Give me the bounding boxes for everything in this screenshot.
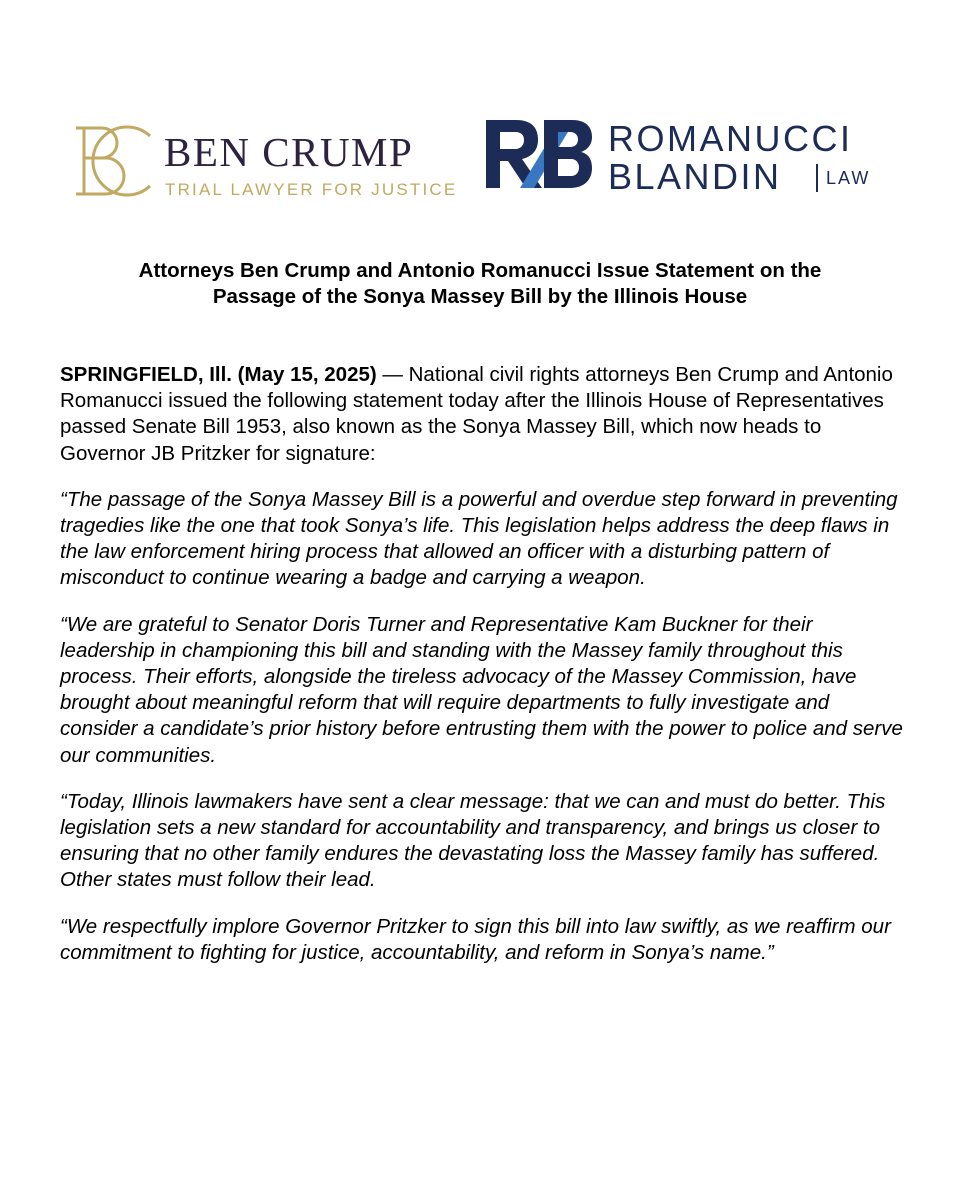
ben-crump-name: BEN CRUMP bbox=[164, 129, 414, 175]
headline-line-2: Passage of the Sonya Massey Bill by the Illinois House bbox=[212, 285, 748, 308]
quote-paragraph-2: “We are grateful to Senator Doris Turner and Representative Kam Buckner for their leadership in championing this bill and standing with the Massey family throughout this process. Their efforts, alongside the tireless advocacy of the Massey Commission, have brought about meaningful reform that will require departments to fully investigate and consider a candidate’s prior history before entrusting them with the power to police and serve our communities. bbox=[60, 612, 903, 767]
ben-crump-tagline: TRIAL LAWYER FOR JUSTICE bbox=[165, 180, 458, 199]
press-release-body bbox=[60, 362, 905, 986]
romanucci-blandin-logo bbox=[486, 112, 890, 202]
ben-crump-logo bbox=[70, 122, 470, 202]
blandin-text: BLANDIN bbox=[608, 156, 782, 197]
logo-divider bbox=[816, 164, 818, 192]
law-text: LAW bbox=[826, 168, 871, 188]
quote-paragraph-3: “Today, Illinois lawmakers have sent a clear message: that we can and must do better. This legislation sets a new standard for accountability and transparency, and brings us closer to ensuring that no other family endures the devastating loss the Massey family has suffered. Other states must follow their lead. bbox=[60, 789, 886, 892]
dateline: SPRINGFIELD, Ill. (May 15, 2025) bbox=[60, 363, 377, 386]
bc-monogram-icon bbox=[70, 122, 154, 200]
logo-bar bbox=[70, 112, 890, 202]
rb-monogram-icon bbox=[486, 120, 592, 188]
quote-paragraph-4: “We respectfully implore Governor Pritzker to sign this bill into law swiftly, as we reaffirm our commitment to fighting for justice, accountability, and reform in Sonya’s name.” bbox=[60, 914, 891, 964]
press-release-headline bbox=[60, 258, 900, 310]
intro-paragraph bbox=[60, 362, 905, 467]
intro-text: — National civil rights attorneys Ben Crump and Antonio Romanucci issued the following statement today after the Illinois House of Representatives passed Senate Bill 1953, also known as the Sonya Massey Bill, which now heads to Governor JB Pritzker for signature: bbox=[60, 363, 893, 465]
quote-paragraph-1: “The passage of the Sonya Massey Bill is a powerful and overdue step forward in preventing tragedies like the one that took Sonya’s life. This legislation helps address the deep flaws in the law enforcement hiring process that allowed an officer with a disturbing pattern of misconduct to continue wearing a badge and carrying a weapon. bbox=[60, 487, 898, 590]
romanucci-text: ROMANUCCI bbox=[608, 118, 853, 159]
headline-line-1: Attorneys Ben Crump and Antonio Romanucci Issue Statement on the bbox=[138, 259, 822, 282]
